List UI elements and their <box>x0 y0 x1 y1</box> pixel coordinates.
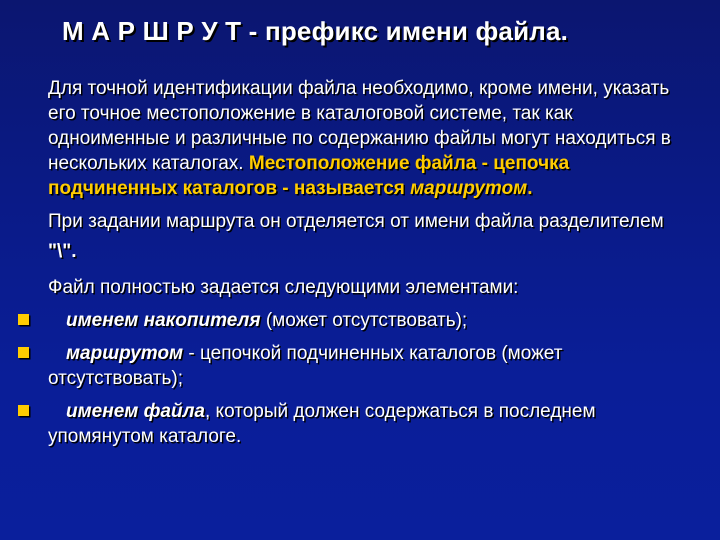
list-item <box>48 399 690 449</box>
slide-body <box>0 76 720 449</box>
list-item <box>48 341 690 391</box>
paragraph-separator <box>48 207 690 267</box>
paragraph-text: При задании маршрута он отделяется от имени файла разделителем <box>48 211 664 232</box>
list-item-term: маршрутом <box>66 343 184 364</box>
list-item-term: именем накопителя <box>66 310 261 331</box>
highlight-end: . <box>527 178 533 199</box>
paragraph-elements-intro: Файл полностью задается следующими элементами: <box>48 277 519 298</box>
highlight-definition: Местоположение файла - цепочка подчиненных каталогов - называется <box>48 153 570 199</box>
list-item <box>48 308 690 333</box>
list-item-term: именем файла <box>66 401 205 422</box>
slide-title: М А Р Ш Р У Т - префикс имени файла. <box>62 16 569 46</box>
highlight-term: маршрутом <box>410 178 528 199</box>
paragraph-file-location <box>48 76 690 201</box>
paragraph-text: Для точной идентификации файла необходимо, кроме имени, указать его точное местоположение в каталоговой системе, так как одноименные и различные по содержанию файлы могут находиться в нескольких каталогах. <box>48 78 671 174</box>
square-bullet-icon <box>18 347 29 358</box>
list-item-text: (может отсутствовать); <box>260 310 468 331</box>
list-item-text: , который должен содержаться в последнем упомянутом каталоге. <box>48 401 596 447</box>
separator-symbol: "\". <box>48 241 77 262</box>
square-bullet-icon <box>18 314 29 325</box>
list-item-text: - цепочкой подчиненных каталогов (может отсутствовать); <box>48 343 563 389</box>
square-bullet-icon <box>18 405 29 416</box>
